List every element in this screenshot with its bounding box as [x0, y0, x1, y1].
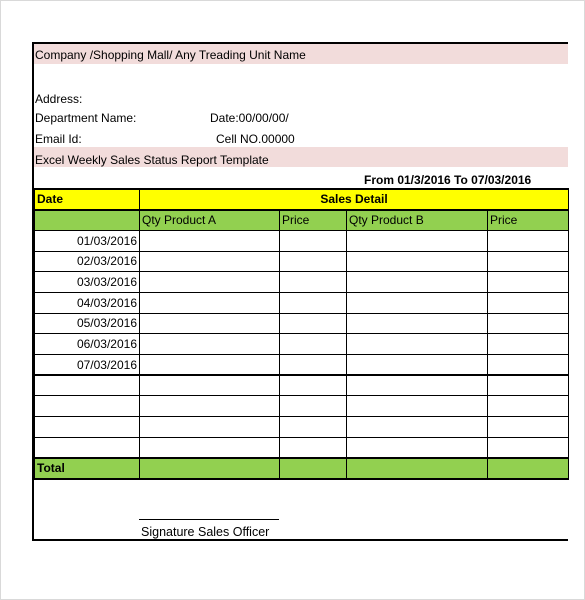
qty-b-cell[interactable]: [347, 355, 488, 376]
table-row-empty: [35, 417, 569, 438]
empty-cell[interactable]: [140, 375, 280, 396]
price-b-cell[interactable]: [488, 230, 569, 251]
empty-cell[interactable]: [35, 396, 140, 417]
date-cell[interactable]: 06/03/2016: [35, 334, 140, 355]
price-b-cell[interactable]: [488, 251, 569, 272]
qty-b-cell[interactable]: [347, 251, 488, 272]
qty-a-cell[interactable]: [140, 313, 280, 334]
empty-cell[interactable]: [280, 437, 347, 458]
qty-a-cell[interactable]: [140, 251, 280, 272]
signature-label[interactable]: Signature Sales Officer: [141, 525, 270, 539]
date-cell[interactable]: 02/03/2016: [35, 251, 140, 272]
empty-cell[interactable]: [35, 417, 140, 438]
price-a-cell[interactable]: [280, 355, 347, 376]
email-label[interactable]: Email Id:: [35, 132, 82, 146]
empty-cell[interactable]: [280, 396, 347, 417]
empty-cell[interactable]: [140, 417, 280, 438]
empty-cell[interactable]: [280, 375, 347, 396]
qty-a-cell[interactable]: [140, 230, 280, 251]
sales-report-sheet: [32, 42, 568, 541]
price-a-cell[interactable]: [280, 313, 347, 334]
qty-b-cell[interactable]: [347, 292, 488, 313]
department-label[interactable]: Department Name:: [35, 111, 137, 125]
price-a-cell[interactable]: [280, 334, 347, 355]
price-b-header[interactable]: Price: [488, 210, 569, 231]
date-cell[interactable]: 05/03/2016: [35, 313, 140, 334]
qty-b-cell[interactable]: [347, 313, 488, 334]
total-qty-b-cell[interactable]: [347, 458, 488, 479]
empty-cell[interactable]: [35, 375, 140, 396]
empty-cell[interactable]: [488, 396, 569, 417]
signature-line: [139, 519, 279, 520]
empty-cell[interactable]: [140, 437, 280, 458]
empty-cell[interactable]: [35, 437, 140, 458]
price-b-cell[interactable]: [488, 313, 569, 334]
total-label[interactable]: Total: [35, 458, 140, 479]
price-b-cell[interactable]: [488, 355, 569, 376]
qty-a-cell[interactable]: [140, 292, 280, 313]
report-title[interactable]: Excel Weekly Sales Status Report Template: [35, 153, 269, 167]
table-row: [35, 272, 569, 293]
date-label[interactable]: Date:00/00/00/: [210, 111, 289, 125]
total-price-a-cell[interactable]: [280, 458, 347, 479]
total-price-b-cell[interactable]: [488, 458, 569, 479]
table-row: [35, 292, 569, 313]
table-row: [35, 251, 569, 272]
qty-product-a-header[interactable]: Qty Product A: [140, 210, 280, 231]
date-cell[interactable]: 07/03/2016: [35, 355, 140, 376]
table-row: [35, 313, 569, 334]
total-row: [35, 458, 569, 479]
price-a-cell[interactable]: [280, 272, 347, 293]
table-header-row: [35, 189, 569, 210]
empty-cell[interactable]: [488, 375, 569, 396]
table-row-empty: [35, 375, 569, 396]
qty-product-b-header[interactable]: Qty Product B: [347, 210, 488, 231]
empty-cell[interactable]: [488, 417, 569, 438]
price-b-cell[interactable]: [488, 292, 569, 313]
table-row: [35, 355, 569, 376]
subheader-empty-cell[interactable]: [35, 210, 140, 231]
qty-b-cell[interactable]: [347, 230, 488, 251]
qty-b-cell[interactable]: [347, 272, 488, 293]
table-row-empty: [35, 437, 569, 458]
empty-cell[interactable]: [347, 375, 488, 396]
empty-cell[interactable]: [347, 437, 488, 458]
price-a-cell[interactable]: [280, 292, 347, 313]
cell-label[interactable]: Cell NO.00000: [216, 132, 295, 146]
date-cell[interactable]: 04/03/2016: [35, 292, 140, 313]
company-name[interactable]: Company /Shopping Mall/ Any Treading Unit Name: [35, 48, 306, 62]
empty-cell[interactable]: [347, 417, 488, 438]
qty-b-cell[interactable]: [347, 334, 488, 355]
sales-table: [34, 188, 569, 480]
empty-cell[interactable]: [347, 396, 488, 417]
report-period[interactable]: From 01/3/2016 To 07/03/2016: [364, 173, 532, 187]
total-qty-a-cell[interactable]: [140, 458, 280, 479]
qty-a-cell[interactable]: [140, 355, 280, 376]
address-label[interactable]: Address:: [35, 92, 83, 106]
price-a-header[interactable]: Price: [280, 210, 347, 231]
date-cell[interactable]: 01/03/2016: [35, 230, 140, 251]
date-column-header[interactable]: Date: [35, 189, 140, 210]
table-row: [35, 334, 569, 355]
qty-a-cell[interactable]: [140, 272, 280, 293]
date-cell[interactable]: 03/03/2016: [35, 272, 140, 293]
empty-cell[interactable]: [280, 417, 347, 438]
table-subheader-row: [35, 210, 569, 231]
price-a-cell[interactable]: [280, 251, 347, 272]
price-b-cell[interactable]: [488, 334, 569, 355]
empty-cell[interactable]: [140, 396, 280, 417]
sales-detail-header[interactable]: Sales Detail: [140, 189, 569, 210]
qty-a-cell[interactable]: [140, 334, 280, 355]
price-b-cell[interactable]: [488, 272, 569, 293]
empty-cell[interactable]: [488, 437, 569, 458]
price-a-cell[interactable]: [280, 230, 347, 251]
table-row-empty: [35, 396, 569, 417]
table-row: [35, 230, 569, 251]
